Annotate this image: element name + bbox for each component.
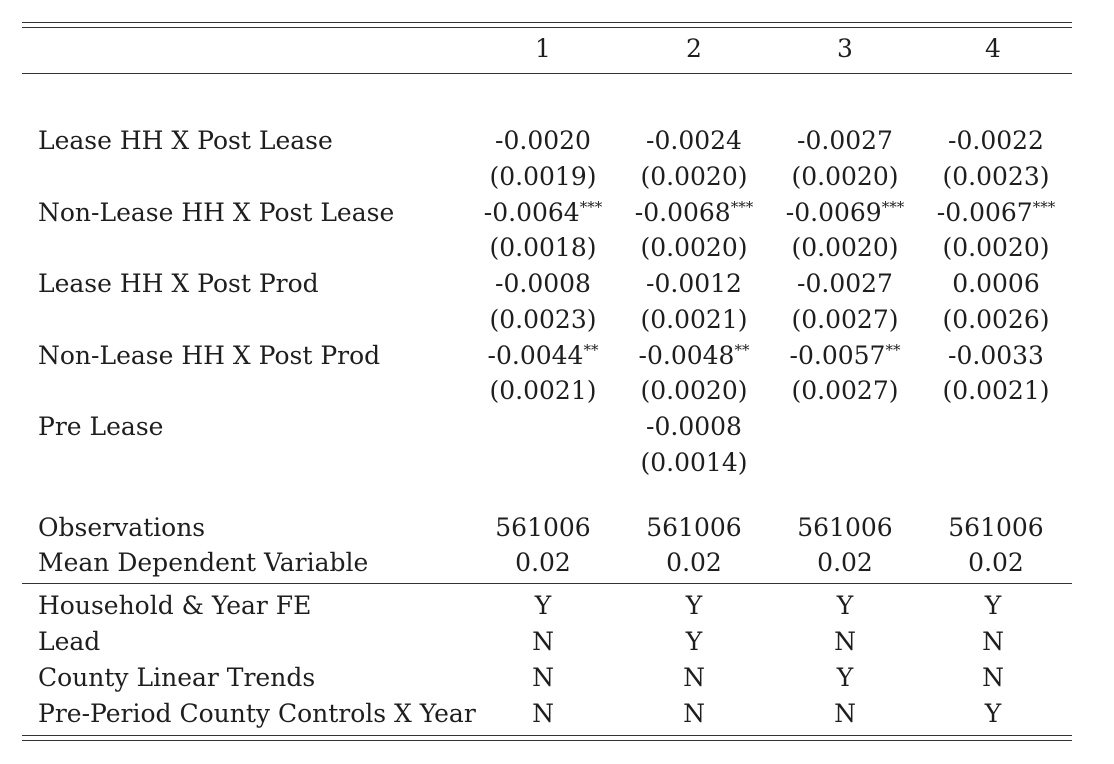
se-cell: (0.0027) bbox=[791, 305, 899, 334]
spec-cell: N bbox=[982, 663, 1004, 692]
se-cell: (0.0018) bbox=[489, 233, 597, 262]
coef-cell: -0.0008 bbox=[646, 412, 742, 441]
spec-cell: Y bbox=[534, 591, 552, 620]
se-cell: (0.0020) bbox=[791, 162, 899, 191]
spec-cell: N bbox=[532, 663, 554, 692]
se-cell: (0.0019) bbox=[489, 162, 597, 191]
stat-cell: 561006 bbox=[948, 513, 1044, 542]
coef-cell: -0.0020 bbox=[495, 126, 591, 155]
column-header: 4 bbox=[985, 34, 1001, 63]
coef-cell: -0.0033 bbox=[948, 341, 1044, 370]
se-cell: (0.0020) bbox=[942, 233, 1050, 262]
stat-cell: 0.02 bbox=[968, 548, 1024, 577]
coef-cell: -0.0027 bbox=[797, 269, 893, 298]
row-label: County Linear Trends bbox=[38, 663, 316, 692]
bottom-rule-outer bbox=[22, 740, 1072, 741]
se-cell: (0.0023) bbox=[942, 162, 1050, 191]
significance-stars: ** bbox=[734, 341, 750, 359]
significance-stars: ** bbox=[885, 341, 901, 359]
coef-cell: -0.0069*** bbox=[785, 198, 905, 227]
coef-cell: -0.0048** bbox=[638, 341, 750, 370]
row-label: Household & Year FE bbox=[38, 591, 312, 620]
row-label: Pre-Period County Controls X Year bbox=[38, 699, 476, 728]
se-cell: (0.0020) bbox=[791, 233, 899, 262]
se-cell: (0.0021) bbox=[489, 376, 597, 405]
header-rule bbox=[22, 73, 1072, 74]
top-rule-inner bbox=[22, 27, 1072, 28]
spec-cell: N bbox=[683, 663, 705, 692]
row-label: Lead bbox=[38, 627, 101, 656]
row-label: Non-Lease HH X Post Lease bbox=[38, 198, 395, 227]
row-label: Non-Lease HH X Post Prod bbox=[38, 341, 381, 370]
stat-cell: 561006 bbox=[797, 513, 893, 542]
coef-cell: -0.0057** bbox=[789, 341, 901, 370]
se-cell: (0.0020) bbox=[640, 233, 748, 262]
spec-cell: N bbox=[532, 699, 554, 728]
stat-cell: 0.02 bbox=[515, 548, 571, 577]
se-cell: (0.0027) bbox=[791, 376, 899, 405]
se-cell: (0.0020) bbox=[640, 376, 748, 405]
bottom-rule-inner bbox=[22, 735, 1072, 736]
column-header: 3 bbox=[837, 34, 853, 63]
significance-stars: *** bbox=[730, 198, 754, 216]
stat-cell: 561006 bbox=[646, 513, 742, 542]
se-cell: (0.0026) bbox=[942, 305, 1050, 334]
coef-cell: -0.0012 bbox=[646, 269, 742, 298]
spec-cell: N bbox=[683, 699, 705, 728]
stat-cell: 0.02 bbox=[666, 548, 722, 577]
se-cell: (0.0014) bbox=[640, 448, 748, 477]
significance-stars: *** bbox=[579, 198, 603, 216]
coef-cell: -0.0067*** bbox=[936, 198, 1056, 227]
stat-cell: 0.02 bbox=[817, 548, 873, 577]
spec-cell: Y bbox=[685, 591, 703, 620]
column-header: 2 bbox=[686, 34, 702, 63]
row-label: Pre Lease bbox=[38, 412, 164, 441]
coef-cell: -0.0068*** bbox=[634, 198, 754, 227]
significance-stars: ** bbox=[583, 341, 599, 359]
row-label: Lease HH X Post Prod bbox=[38, 269, 319, 298]
row-label: Lease HH X Post Lease bbox=[38, 126, 333, 155]
stat-cell: 561006 bbox=[495, 513, 591, 542]
significance-stars: *** bbox=[1032, 198, 1056, 216]
coef-cell: -0.0024 bbox=[646, 126, 742, 155]
top-rule-outer bbox=[22, 22, 1072, 23]
spec-cell: Y bbox=[836, 663, 854, 692]
row-label: Mean Dependent Variable bbox=[38, 548, 369, 577]
se-cell: (0.0020) bbox=[640, 162, 748, 191]
column-header: 1 bbox=[535, 34, 551, 63]
spec-cell: Y bbox=[685, 627, 703, 656]
spec-cell: Y bbox=[984, 591, 1002, 620]
coef-cell: -0.0064*** bbox=[483, 198, 603, 227]
coef-cell: 0.0006 bbox=[952, 269, 1040, 298]
se-cell: (0.0023) bbox=[489, 305, 597, 334]
coef-cell: -0.0044** bbox=[487, 341, 599, 370]
row-label: Observations bbox=[38, 513, 206, 542]
coef-cell: -0.0022 bbox=[948, 126, 1044, 155]
spec-cell: Y bbox=[984, 699, 1002, 728]
se-cell: (0.0021) bbox=[640, 305, 748, 334]
significance-stars: *** bbox=[881, 198, 905, 216]
spec-cell: N bbox=[834, 699, 856, 728]
spec-cell: Y bbox=[836, 591, 854, 620]
stats-rule bbox=[22, 583, 1072, 584]
se-cell: (0.0021) bbox=[942, 376, 1050, 405]
spec-cell: N bbox=[834, 627, 856, 656]
coef-cell: -0.0008 bbox=[495, 269, 591, 298]
spec-cell: N bbox=[982, 627, 1004, 656]
spec-cell: N bbox=[532, 627, 554, 656]
coef-cell: -0.0027 bbox=[797, 126, 893, 155]
